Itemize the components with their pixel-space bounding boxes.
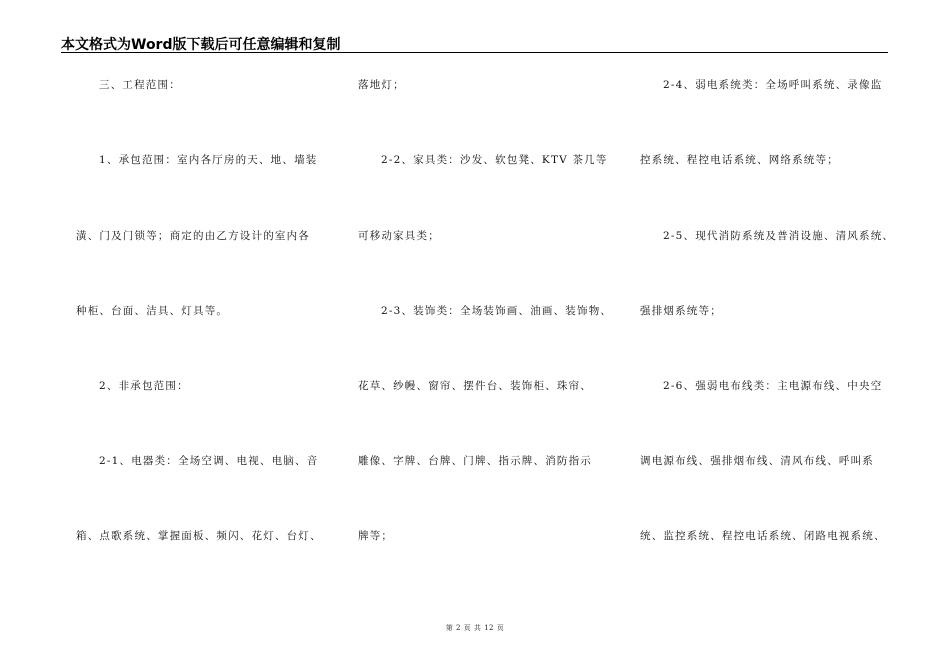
paragraph-line: 强排烟系统等； bbox=[640, 305, 722, 317]
paragraph-line: 2-1、电器类：全场空调、电视、电脑、音 bbox=[99, 455, 319, 467]
paragraph-line: 花草、纱幔、窗帘、摆件台、装饰柜、珠帘、 bbox=[358, 380, 592, 392]
paragraph-line: 调电源布线、强排烟布线、清风布线、呼叫系 bbox=[640, 455, 874, 467]
paragraph-line: 潢、门及门锁等；商定的由乙方设计的室内各 bbox=[76, 230, 310, 242]
paragraph-line: 牌等； bbox=[358, 530, 394, 542]
paragraph-line: 2-5、现代消防系统及普消设施、清风系统、 bbox=[663, 230, 895, 242]
paragraph-line: 2-6、强弱电布线类：主电源布线、中央空 bbox=[663, 380, 883, 392]
paragraph-line: 可移动家具类； bbox=[358, 230, 440, 242]
paragraph-line: 箱、点歌系统、掌握面板、频闪、花灯、台灯、 bbox=[76, 530, 322, 542]
paragraph-line: 雕像、字牌、台牌、门牌、指示牌、消防指示 bbox=[358, 455, 592, 467]
document-header-title: 本文格式为Word版下载后可任意编辑和复制 bbox=[61, 37, 341, 53]
paragraph-line: 统、监控系统、程控电话系统、闭路电视系统、 bbox=[640, 530, 886, 542]
paragraph-line: 2-4、弱电系统类：全场呼叫系统、录像监 bbox=[663, 79, 883, 91]
page-number-footer: 第 2 页 共 12 页 bbox=[445, 624, 505, 632]
paragraph-line: 1、承包范围：室内各厅房的天、地、墙装 bbox=[99, 154, 318, 166]
paragraph-line: 2-2、家具类：沙发、软包凳、KTV 茶几等 bbox=[381, 154, 608, 166]
paragraph-line: 种柜、台面、洁具、灯具等。 bbox=[76, 305, 229, 317]
paragraph-line: 2、非承包范围： bbox=[99, 380, 189, 392]
paragraph-line: 落地灯； bbox=[358, 79, 405, 91]
paragraph-line: 控系统、程控电话系统、网络系统等； bbox=[640, 154, 839, 166]
paragraph-line: 2-3、装饰类：全场装饰画、油画、装饰物、 bbox=[381, 305, 613, 317]
header-divider bbox=[61, 52, 888, 53]
paragraph-line: 三、工程范围： bbox=[99, 79, 181, 91]
